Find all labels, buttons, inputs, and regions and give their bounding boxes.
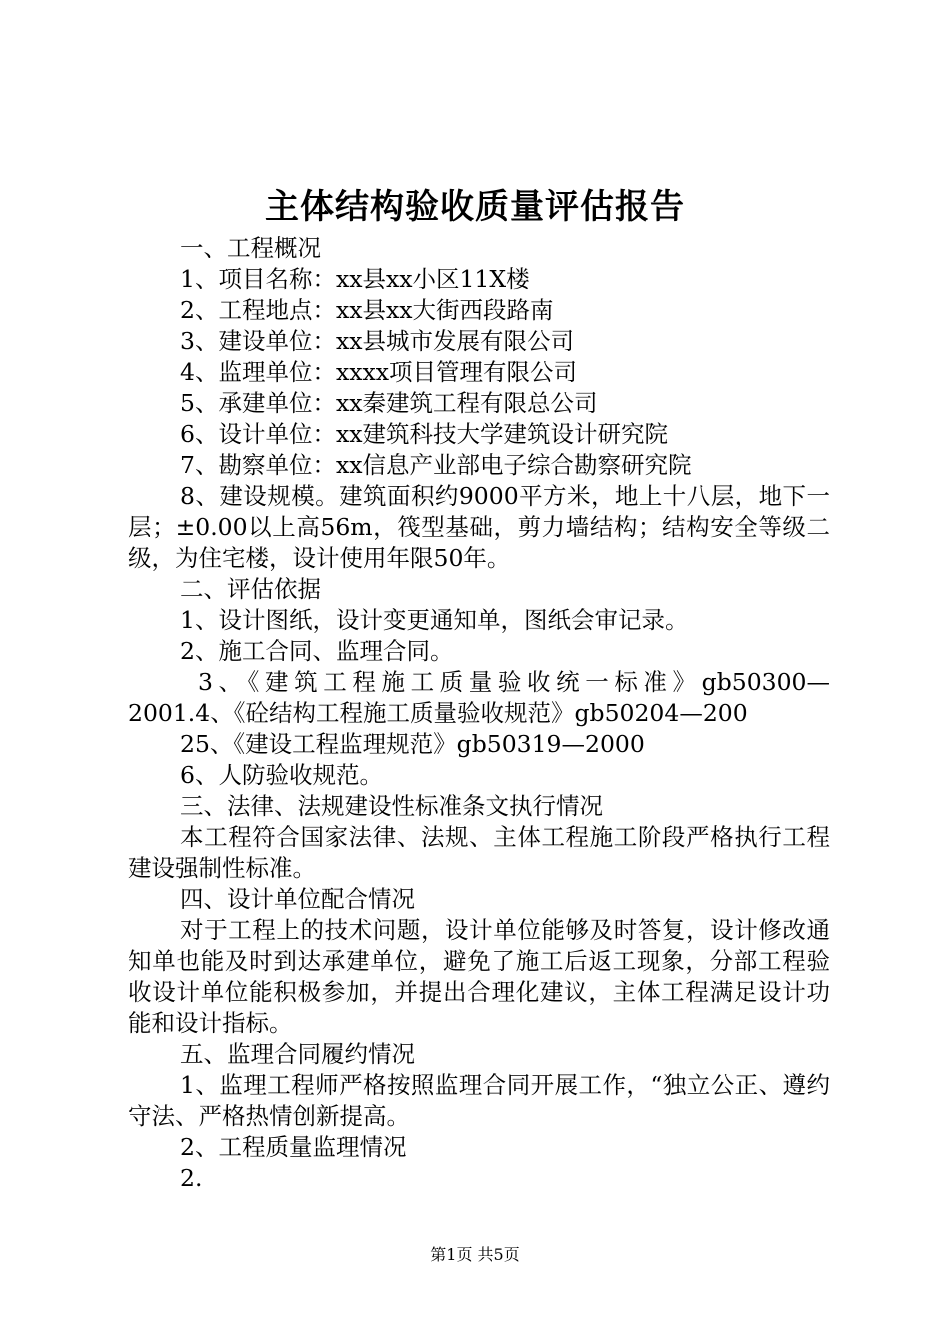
list-item: 3、建设单位：xx县城市发展有限公司: [180, 327, 574, 355]
list-item: 2、工程质量监理情况: [180, 1133, 407, 1161]
section-heading: 一、工程概况: [180, 234, 321, 262]
list-item: 2.: [180, 1164, 203, 1192]
paragraph: 3、《建筑工程施工质量验收统一标准》gb50300—2001.4、《砼结构工程施工质量验收规范》gb50204—200: [128, 668, 830, 727]
list-item: 5、承建单位：xx秦建筑工程有限总公司: [180, 389, 598, 417]
page-footer: 第1页 共5页: [430, 1245, 520, 1264]
paragraph: 本工程符合国家法律、法规、主体工程施工阶段严格执行工程建设强制性标准。: [128, 823, 830, 882]
list-item: 25、《建设工程监理规范》gb50319—2000: [180, 730, 645, 758]
list-item: 1、设计图纸，设计变更通知单，图纸会审记录。: [180, 606, 689, 634]
list-item: 2、施工合同、监理合同。: [180, 637, 454, 665]
section-heading: 三、法律、法规建设性标准条文执行情况: [180, 792, 603, 820]
section-heading: 四、设计单位配合情况: [180, 885, 415, 913]
document-title: 主体结构验收质量评估报告: [265, 187, 685, 227]
list-item: 6、人防验收规范。: [180, 761, 383, 789]
paragraph: 对于工程上的技术问题，设计单位能够及时答复，设计修改通知单也能及时到达承建单位，避免了施工后返工现象，分部工程验收设计单位能积极参加，并提出合理化建议，主体工程满足设计功能和设计指标。: [128, 916, 830, 1037]
list-item: 4、监理单位：xxxx项目管理有限公司: [180, 358, 577, 386]
list-item: 6、设计单位：xx建筑科技大学建筑设计研究院: [180, 420, 668, 448]
section-heading: 五、监理合同履约情况: [180, 1040, 415, 1068]
paragraph: 1、监理工程师严格按照监理合同开展工作，“独立公正、遵约守法、严格热情创新提高。: [128, 1071, 830, 1130]
list-item: 1、项目名称：xx县xx小区11X楼: [180, 265, 530, 293]
section-heading: 二、评估依据: [180, 575, 321, 603]
document-body: [128, 233, 830, 1194]
list-item: 2、工程地点：xx县xx大街西段路南: [180, 296, 554, 324]
list-item: 7、勘察单位：xx信息产业部电子综合勘察研究院: [180, 451, 692, 479]
paragraph: 8、建设规模。建筑面积约9000平方米，地上十八层，地下一层；±0.00以上高56m，筏型基础，剪力墙结构；结构安全等级二级，为住宅楼，设计使用年限50年。: [128, 482, 830, 572]
